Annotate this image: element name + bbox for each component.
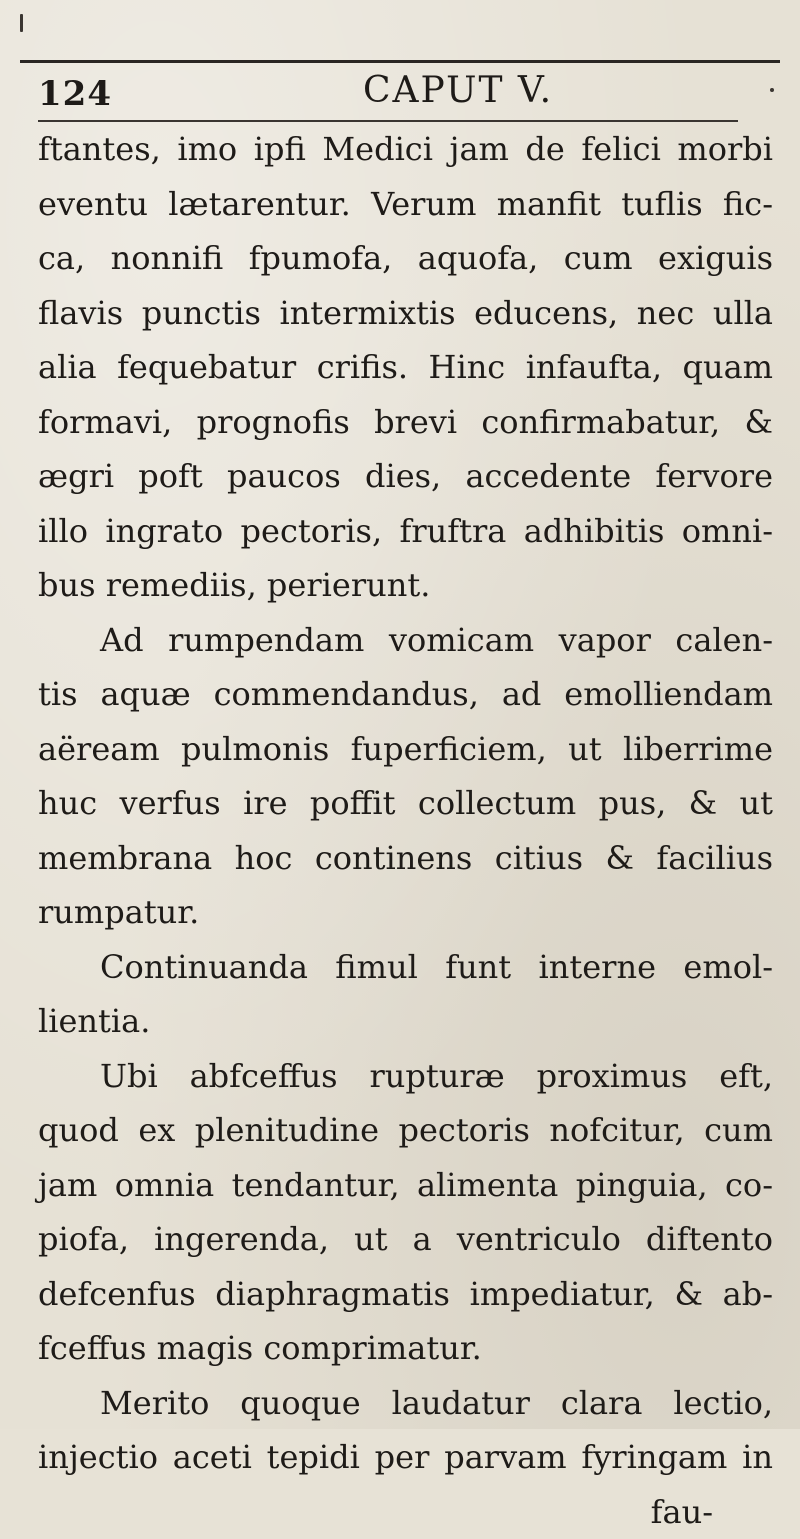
top-rule (20, 60, 780, 63)
text-line: rumpatur. (38, 885, 773, 940)
text-line: defcenfus diaphragmatis impediatur, & ab- (38, 1267, 773, 1322)
text-line: piofa, ingerenda, ut a ventriculo diftento (38, 1212, 773, 1267)
paragraph (38, 940, 773, 1049)
text-line: alia fequebatur crifis. Hinc infaufta, quam (38, 340, 773, 395)
text-line: membrana hoc continens citius & facilius (38, 831, 773, 886)
text-line: fceffus magis comprimatur. (38, 1321, 773, 1376)
text-line: tis aquæ commendandus, ad emolliendam (38, 667, 773, 722)
text-line: quod ex plenitudine pectoris nofcitur, cum (38, 1103, 773, 1158)
page-number: 124 (38, 74, 112, 114)
text-line: injectio aceti tepidi per parvam fyringam in (38, 1430, 773, 1485)
paragraph (38, 613, 773, 940)
text-line: illo ingrato pectoris, fruftra adhibitis omni- (38, 504, 773, 559)
page-speck (20, 14, 23, 32)
text-line: huc verfus ire poffit collectum pus, & ut (38, 776, 773, 831)
text-line: Continuanda fimul funt interne emol- (38, 940, 773, 995)
text-line: lientia. (38, 994, 773, 1049)
text-line: jam omnia tendantur, alimenta pinguia, co- (38, 1158, 773, 1213)
running-head: CAPUT V. (363, 70, 553, 111)
text-line: Ubi abfceffus rupturæ proximus eft, (38, 1049, 773, 1104)
catchword: fau- (38, 1485, 773, 1539)
text-line: eventu lætarentur. Verum manfit tuflis fic- (38, 177, 773, 232)
text-line: ca, nonnifi fpumofa, aquofa, cum exiguis (38, 231, 773, 286)
text-line: ægri poft paucos dies, accedente fervore (38, 449, 773, 504)
paragraph (38, 122, 773, 613)
text-line: formavi, prognofis brevi confirmabatur, & (38, 395, 773, 450)
text-line: Ad rumpendam vomicam vapor calen- (38, 613, 773, 668)
text-line: flavis punctis intermixtis educens, nec ulla (38, 286, 773, 341)
text-line: Merito quoque laudatur clara lectio, (38, 1376, 773, 1431)
page-header (38, 66, 778, 120)
paragraph (38, 1376, 773, 1485)
paragraph (38, 1049, 773, 1376)
text-line: bus remediis, perierunt. (38, 558, 773, 613)
text-line: aëream pulmonis fuperficiem, ut liberrime (38, 722, 773, 777)
text-line: ftantes, imo ipfi Medici jam de felici morbi (38, 122, 773, 177)
body-text (38, 122, 773, 1539)
